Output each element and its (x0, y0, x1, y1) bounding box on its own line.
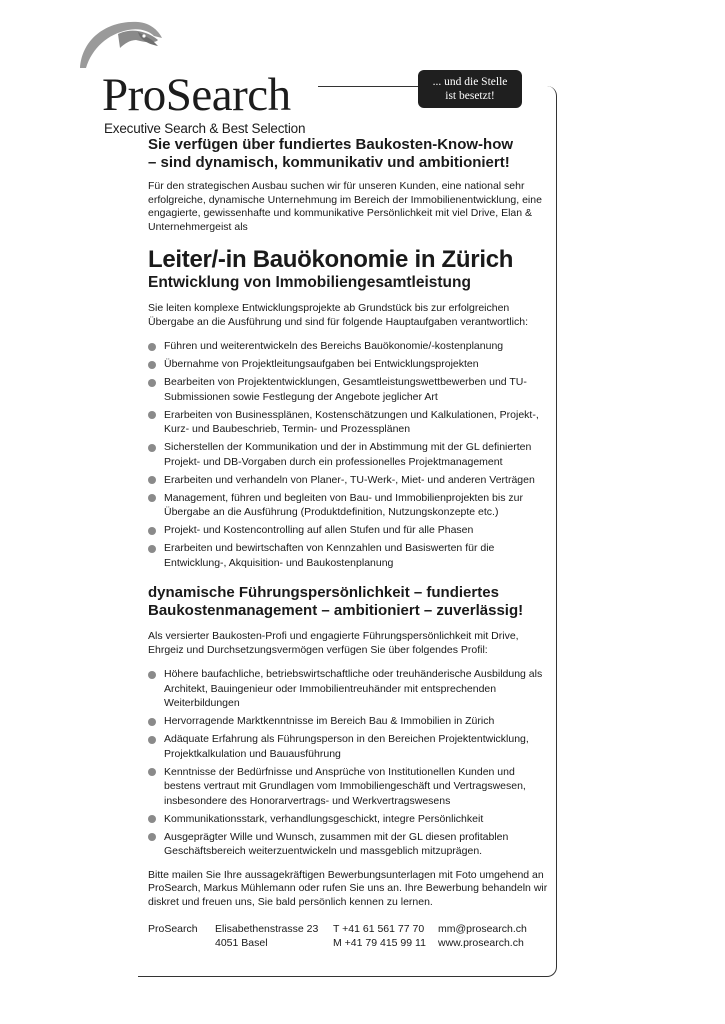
contact-company: ProSearch (148, 923, 198, 935)
headline-line-2: – sind dynamisch, kommunikativ und ambitioniert! (148, 154, 510, 171)
list-item: Bearbeiten von Projektentwicklungen, Gesamtleistungswettbewerben und TU-Submissionen sowie Festlegung der Angebote jeglicher Art (148, 375, 548, 404)
list-item: Kenntnisse der Bedürfnisse und Ansprüche von Institutionellen Kunden und bestens vertraut mit Grundlagen vom Immobiliengeschäft und Vertragswesen, insbesondere des Honorarvertrags- und Werkvertragswesens (148, 765, 548, 809)
bullet-icon (148, 527, 156, 535)
requirements-list (148, 667, 548, 859)
bullet-icon (148, 545, 156, 553)
bullet-icon (148, 768, 156, 776)
list-item: Höhere baufachliche, betriebswirtschaftliche oder treuhänderische Ausbildung als Architekt, Bauingenieur oder Immobilientreuhänder mit entsprechenden Weiterbildungen (148, 667, 548, 711)
list-item: Projekt- und Kostencontrolling auf allen Stufen und für alle Phasen (148, 523, 548, 538)
list-item: Hervorragende Marktkenntnisse im Bereich Bau & Immobilien in Zürich (148, 714, 548, 729)
list-item: Führen und weiterentwickeln des Bereichs Bauökonomie/-kostenplanung (148, 339, 548, 354)
contact-street: Elisabethenstrasse 23 (215, 923, 319, 935)
bullet-icon (148, 494, 156, 502)
job-description: Sie leiten komplexe Entwicklungsprojekte ab Grundstück bis zur erfolgreichen Übergabe an die Ausführung und sind für folgende Hauptaufgaben verantwortlich: (148, 302, 529, 328)
contact-email-link[interactable]: mm@prosearch.ch (438, 923, 527, 935)
contact-phone[interactable]: T +41 61 561 77 70 (333, 923, 425, 935)
list-item: Erarbeiten und bewirtschaften von Kennzahlen und Basiswerten für die Entwicklung-, Akquisition- und Baukostenplanung (148, 541, 548, 570)
brand-name: ProSearch (102, 69, 291, 121)
job-title: Leiter/-in Bauökonomie in Zürich (148, 246, 514, 273)
bullet-icon (148, 476, 156, 484)
list-item: Sicherstellen der Kommunikation und der in Abstimmung mit der GL definierten Projekt- und DB-Vorgaben durch ein professionelles Projektmanagement (148, 440, 548, 469)
badge-line-2: ist besetzt! (445, 90, 495, 102)
list-item: Adäquate Erfahrung als Führungsperson in den Bereichen Projektentwicklung, Projektkalkulation und Bauausführung (148, 732, 548, 761)
bullet-icon (148, 343, 156, 351)
list-item: Ausgeprägter Wille und Wunsch, zusammen mit der GL diesen profitablen Geschäftsbereich weiterzuentwickeln und massgeblich mitzuprägen. (148, 830, 548, 859)
bullet-icon (148, 815, 156, 823)
profile-heading-line-1: dynamische Führungspersönlichkeit – fundiertes (148, 584, 499, 601)
intro-text: Für den strategischen Ausbau suchen wir für unseren Kunden, eine national sehr erfolgreiche, dynamische Unternehmung im Bereich der Immobilienentwicklung, eine engagierte, gewissenhafte und kommunikative Persönlichkeit mit viel Drive, Elan & Unternehmergeist als (148, 180, 542, 233)
headline-line-1: Sie verfügen über fundiertes Baukosten-Know-how (148, 136, 514, 153)
contact-block (148, 923, 548, 950)
badge-line-1: ... und die Stelle (432, 76, 508, 88)
list-item: Erarbeiten und verhandeln von Planer-, TU-Werk-, Miet- und anderen Verträgen (148, 473, 548, 488)
list-item: Management, führen und begleiten von Bau- und Immobilienprojekten bis zur Übergabe an die Ausführung (Produktdefinition, Nutzungskonzepte etc.) (148, 491, 548, 520)
closing-text: Bitte mailen Sie Ihre aussagekräftigen Bewerbungsunterlagen mit Foto umgehend an ProSearch, Markus Mühlemann oder rufen Sie uns an. Ihre Bewerbung behandeln wir diskret und freuen uns, Sie bald persönlich kennen zu lernen. (148, 868, 548, 908)
list-item: Kommunikationsstark, verhandlungsgeschickt, integre Persönlichkeit (148, 812, 548, 827)
bullet-icon (148, 718, 156, 726)
bullet-icon (148, 444, 156, 452)
profile-heading (148, 584, 548, 620)
job-subtitle: Entwicklung von Immobiliengesamtleistung (148, 274, 471, 291)
status-badge (418, 70, 522, 108)
bullet-icon (148, 671, 156, 679)
bullet-icon (148, 736, 156, 744)
bullet-icon (148, 361, 156, 369)
profile-heading-line-2: Baukostenmanagement – ambitioniert – zuverlässig! (148, 602, 524, 619)
ad-content (148, 136, 548, 950)
bullet-icon (148, 411, 156, 419)
list-item: Übernahme von Projektleitungsaufgaben bei Entwicklungsprojekten (148, 357, 548, 372)
bullet-icon (148, 379, 156, 387)
contact-website-link[interactable]: www.prosearch.ch (438, 936, 524, 949)
brand-tagline: Executive Search & Best Selection (104, 121, 306, 136)
contact-city: 4051 Basel (215, 936, 268, 949)
list-item: Erarbeiten von Businessplänen, Kostenschätzungen und Kalkulationen, Projekt-, Kurz- und Baubeschrieb, Termin- und Prozessplänen (148, 408, 548, 437)
profile-intro: Als versierter Baukosten-Profi und engagierte Führungspersönlichkeit mit Drive, Ehrgeiz und Durchsetzungsvermögen verfügen Sie über folgendes Profil: (148, 630, 519, 656)
task-list (148, 339, 548, 570)
headline (148, 136, 548, 172)
contact-mobile[interactable]: M +41 79 415 99 11 (333, 936, 426, 949)
bullet-icon (148, 833, 156, 841)
